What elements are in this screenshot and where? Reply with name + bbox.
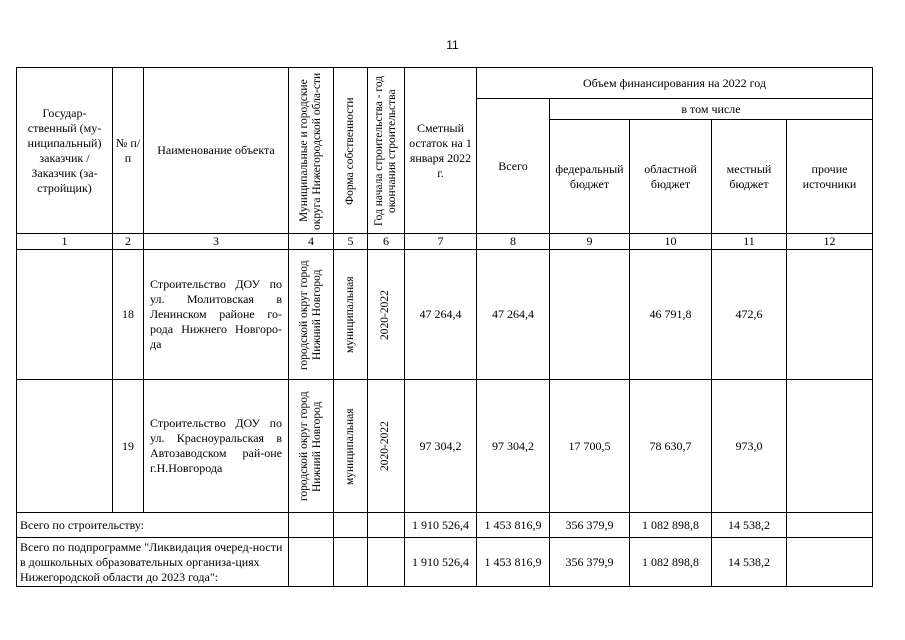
total-label: Всего по подпрограмме "Ликвидация очеред-ности в дошкольных образовательных организа-циях Нижегородской области до 2023 года":: [17, 538, 289, 587]
header-ownership-text: Форма собственности: [343, 96, 356, 205]
row-years: [368, 250, 405, 380]
header-federal: федеральный бюджет: [550, 120, 630, 234]
row-years-text: 2020-2022: [379, 289, 392, 340]
header-regional: областной бюджет: [630, 120, 712, 234]
row-local: 973,0: [712, 380, 787, 513]
header-ownership: [334, 68, 368, 234]
row-estimate: 47 264,4: [405, 250, 477, 380]
total-empty: [368, 538, 405, 587]
total-federal: 356 379,9: [550, 538, 630, 587]
col-num: 7: [405, 234, 477, 250]
total-row: [17, 538, 873, 587]
row-object: Строительство ДОУ по ул. Красноуральская в Автозаводском рай-оне г.Н.Новгорода: [144, 380, 289, 513]
row-total: 97 304,2: [477, 380, 550, 513]
row-other: [787, 250, 873, 380]
total-other: [787, 513, 873, 538]
total-empty: [334, 538, 368, 587]
total-row: [17, 513, 873, 538]
total-other: [787, 538, 873, 587]
row-regional: 78 630,7: [630, 380, 712, 513]
col-num: 4: [289, 234, 334, 250]
col-num: 8: [477, 234, 550, 250]
row-estimate: 97 304,2: [405, 380, 477, 513]
col-num: 9: [550, 234, 630, 250]
row-federal: 17 700,5: [550, 380, 630, 513]
header-total: Всего: [477, 99, 550, 234]
col-num: 10: [630, 234, 712, 250]
header-customer: Государ-ственный (му-ниципальный) заказчик / Заказчик (за-стройщик): [17, 68, 113, 234]
row-other: [787, 380, 873, 513]
header-municipality-text: Муниципальные и городские округа Нижегородской обла-сти: [297, 71, 323, 230]
table-row: [17, 380, 873, 513]
total-local: 14 538,2: [712, 513, 787, 538]
row-federal: [550, 250, 630, 380]
total-estimate: 1 910 526,4: [405, 513, 477, 538]
row-local: 472,6: [712, 250, 787, 380]
row-municipality-text: городской округ город Нижний Новгород: [297, 259, 323, 370]
header-including: в том числе: [550, 99, 873, 120]
total-empty: [334, 513, 368, 538]
header-estimate: Сметный остаток на 1 января 2022 г.: [405, 68, 477, 234]
total-regional: 1 082 898,8: [630, 513, 712, 538]
header-financing: Объем финансирования на 2022 год: [477, 68, 873, 99]
total-empty: [289, 538, 334, 587]
total-federal: 356 379,9: [550, 513, 630, 538]
header-object-name: Наименование объекта: [144, 68, 289, 234]
table-row: [17, 250, 873, 380]
row-years-text: 2020-2022: [379, 421, 392, 471]
row-total: 47 264,4: [477, 250, 550, 380]
row-municipality: [289, 380, 334, 513]
row-number: 19: [113, 380, 144, 513]
row-number: 18: [113, 250, 144, 380]
header-local: местный бюджет: [712, 120, 787, 234]
row-ownership: [334, 250, 368, 380]
row-ownership-text: муниципальная: [343, 276, 356, 353]
row-years: [368, 380, 405, 513]
row-object: Строительство ДОУ по ул. Молитовская в Ленинском районе го-рода Нижнего Новгоро-да: [144, 250, 289, 380]
col-num: 11: [712, 234, 787, 250]
total-label: Всего по строительству:: [17, 513, 289, 538]
row-customer: [17, 380, 113, 513]
financing-table: [16, 67, 873, 587]
header-years-text: Год начала строительства - год окончания строительства: [372, 75, 398, 226]
col-num: 1: [17, 234, 113, 250]
total-local: 14 538,2: [712, 538, 787, 587]
row-ownership: [334, 380, 368, 513]
column-numbers-row: [17, 234, 873, 250]
col-num: 5: [334, 234, 368, 250]
row-customer: [17, 250, 113, 380]
header-municipality: [289, 68, 334, 234]
total-regional: 1 082 898,8: [630, 538, 712, 587]
row-ownership-text: муниципальная: [343, 407, 356, 485]
total-total: 1 453 816,9: [477, 513, 550, 538]
total-empty: [289, 513, 334, 538]
total-total: 1 453 816,9: [477, 538, 550, 587]
row-regional: 46 791,8: [630, 250, 712, 380]
total-estimate: 1 910 526,4: [405, 538, 477, 587]
page-number: 11: [446, 38, 459, 52]
col-num: 2: [113, 234, 144, 250]
header-years: [368, 68, 405, 234]
row-municipality: [289, 250, 334, 380]
header-number: № п/п: [113, 68, 144, 234]
header-other: прочие источники: [787, 120, 873, 234]
col-num: 12: [787, 234, 873, 250]
row-municipality-text: городской округ город Нижний Новгород: [297, 391, 323, 501]
total-empty: [368, 513, 405, 538]
col-num: 6: [368, 234, 405, 250]
col-num: 3: [144, 234, 289, 250]
